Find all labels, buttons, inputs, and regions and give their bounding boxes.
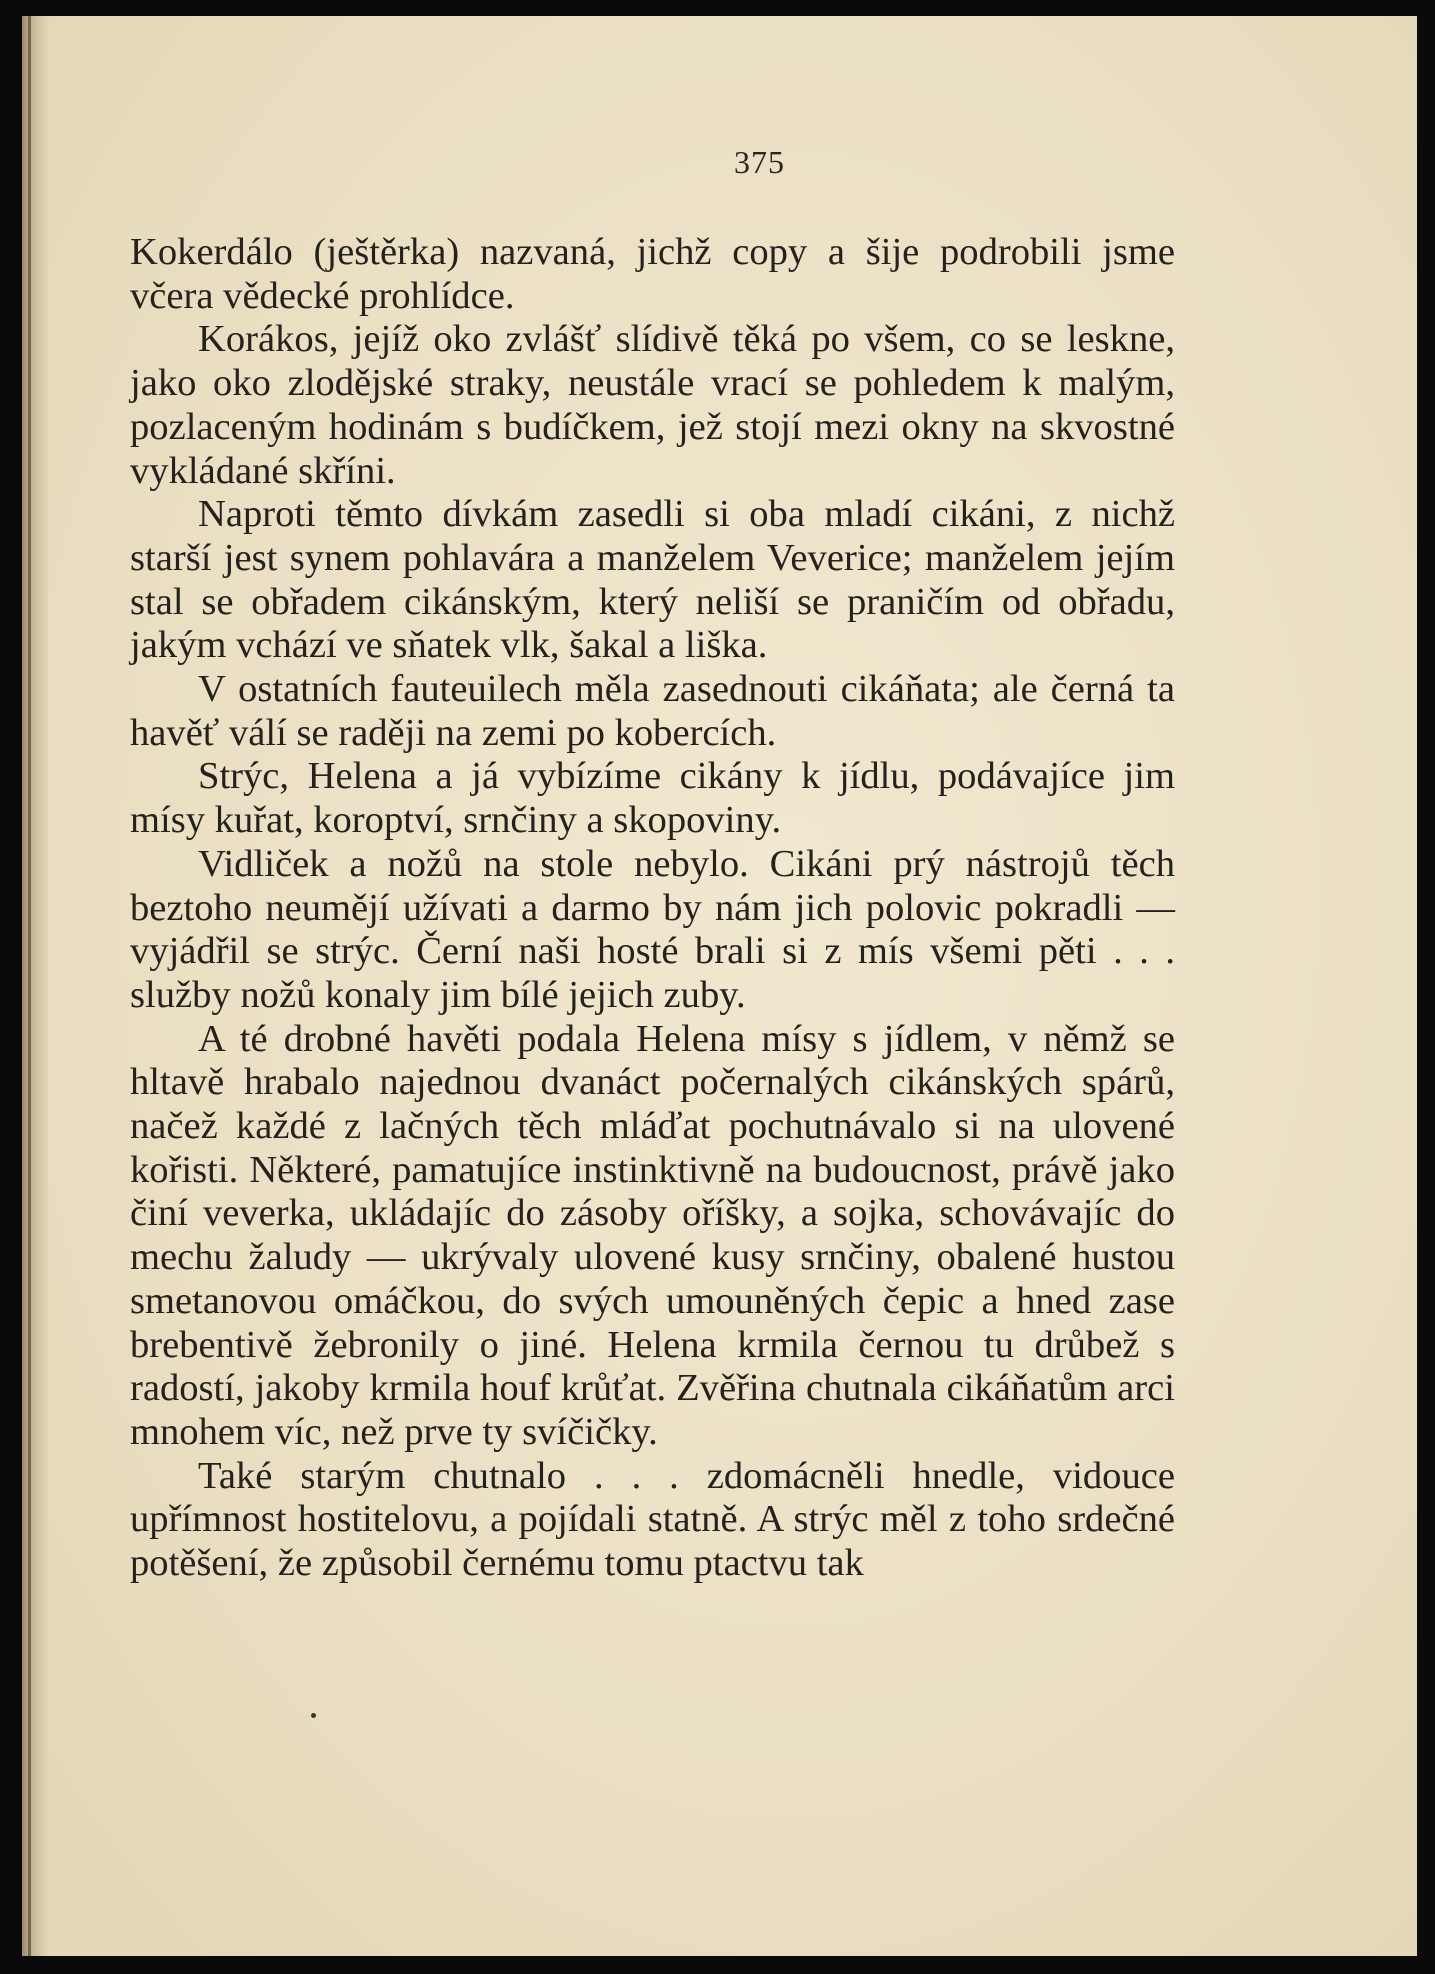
paragraph: V ostatních fauteuilech měla zasednouti cikáňata; ale černá ta havěť válí se raději na zemi po kobercích. [130, 668, 1175, 754]
paragraph: Naproti těmto dívkám zasedli si oba mladí cikáni, z nichž starší jest synem pohlavára a manželem Veverice; manželem jejím stal se obřadem cikánským, který neliší se praničím od obřadu, jakým vchází ve sňatek vlk, šakal a liška. [130, 493, 1175, 667]
paragraph: A té drobné havěti podala Helena mísy s jídlem, v němž se hltavě hrabalo najednou dvanáct počernalých cikánských spárů, načež každé z lačných těch mláďat pochutnávalo si na ulovené kořisti. Některé, pamatujíce instinktivně na budoucnost, právě jako činí veverka, ukládajíc do zásoby oříšky, a sojka, schovávajíc do mechu žaludy — ukrývaly ulovené kusy srnčiny, obalené hustou smetanovou omáčkou, do svých umouněných čepic a hned zase brebentivě žebronily o jiné. Helena krmila černou tu drůbež s radostí, jakoby krmila houf krůťat. Zvěřina chutnala cikáňatům arci mnohem víc, než prve ty svíčičky. [130, 1017, 1175, 1453]
paragraph: Kokerdálo (ještěrka) nazvaná, jichž copy a šije podrobili jsme včera vědecké prohlídce. [130, 231, 1175, 317]
page-number: 375 [734, 144, 785, 180]
paragraph: Také starým chutnalo . . . zdomácněli hnedle, vidouce upřímnost hostitelovu, a pojídali statně. A strýc měl z toho srdečné potěšení, že způsobil černému tomu ptactvu tak [130, 1454, 1175, 1585]
book-page [22, 16, 1417, 1956]
page-gutter [22, 16, 48, 1956]
paragraph: Korákos, jejíž oko zvlášť slídivě těká po všem, co se leskne, jako oko zlodějské straky, neustále vrací se pohledem k malým, pozlaceným hodinám s budíčkem, jež stojí mezi okny na skvostné vykládané skříni. [130, 318, 1175, 492]
page-body [130, 231, 1175, 1586]
gutter-line [28, 16, 31, 1956]
paragraph: Strýc, Helena a já vybízíme cikány k jídlu, podávajíce jim mísy kuřat, koroptví, srnčiny a skopoviny. [130, 755, 1175, 842]
paragraph: Vidliček a nožů na stole nebylo. Cikáni prý nástrojů těch beztoho neumějí užívati a darmo by nám jich polovic pokradli — vyjádřil se strýc. Černí naši hosté brali si z mís všemi pěti . . . služby nožů konaly jim bílé jejich zuby. [130, 842, 1175, 1016]
ink-speck [311, 1713, 316, 1718]
